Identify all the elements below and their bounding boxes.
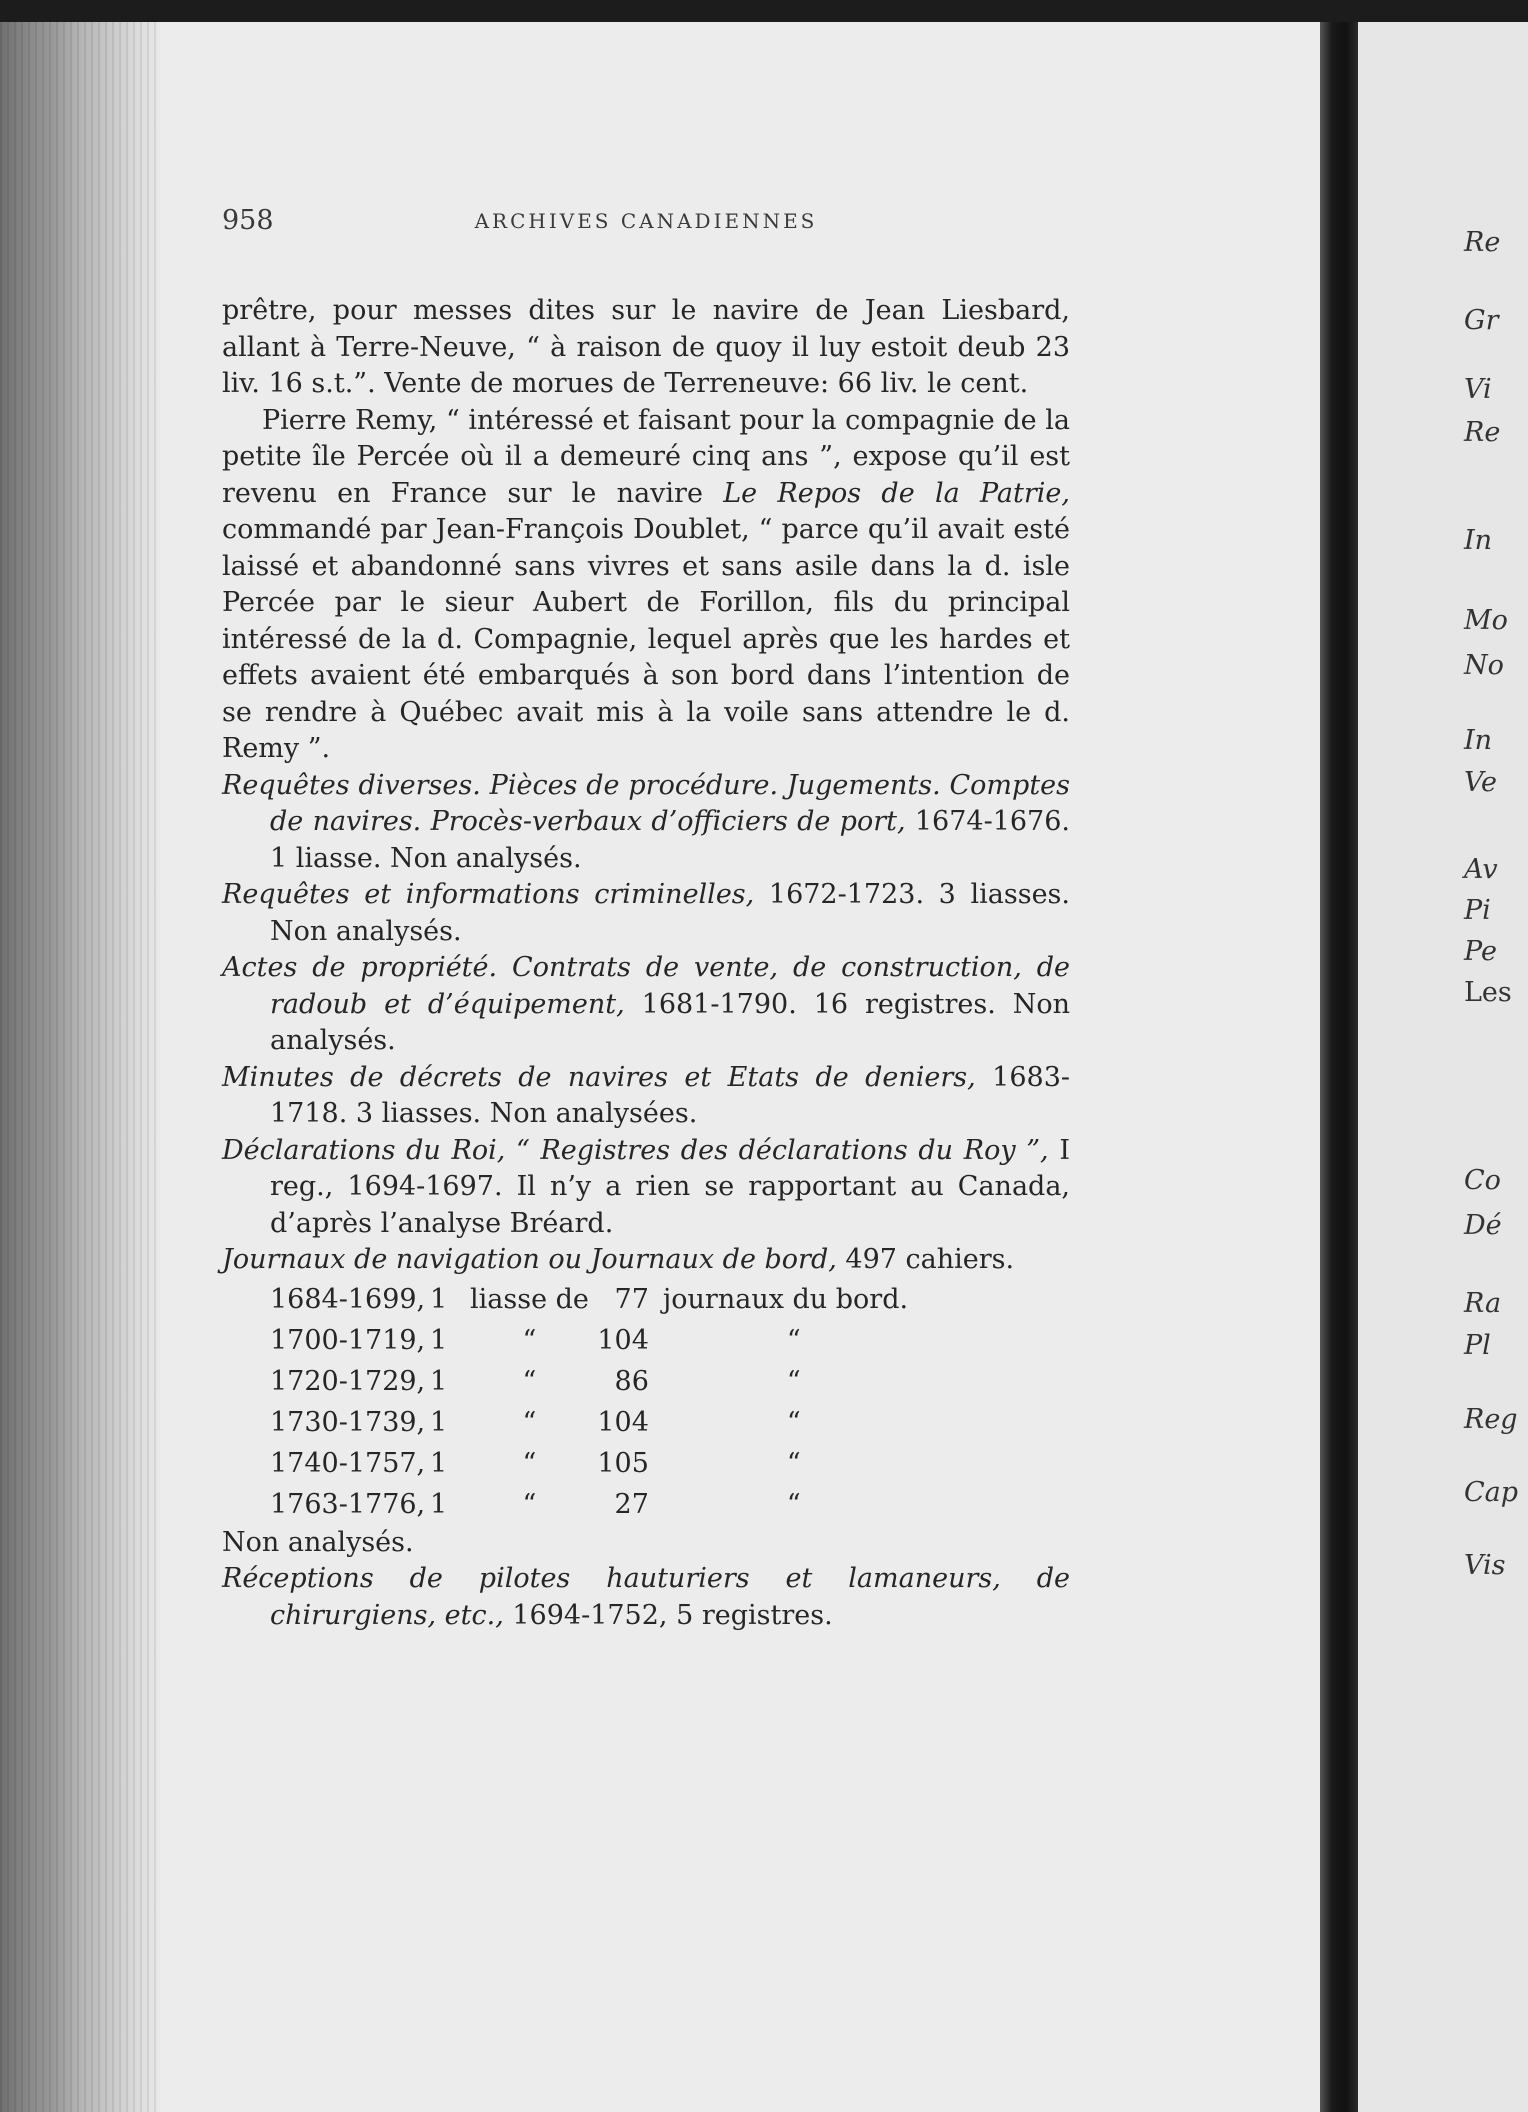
archive-entry-journaux bbox=[222, 1242, 1070, 1279]
book-page-edges bbox=[0, 22, 160, 2112]
entry-title: Actes de propriété. Contrats de vente, de construction, de radoub et d’équipement, bbox=[222, 952, 1070, 1020]
archive-entry bbox=[222, 950, 1070, 1060]
years-cell: 1720-1729, bbox=[270, 1365, 426, 1397]
liasse-cell: 1 bbox=[430, 1324, 448, 1356]
facing-line-fragment: Reg bbox=[1464, 1404, 1518, 1435]
count-cell: 104 bbox=[597, 1406, 649, 1438]
entry-detail: 497 cahiers. bbox=[836, 1244, 1015, 1275]
facing-line-fragment: In bbox=[1464, 725, 1493, 756]
entry-detail: 1694-1752, 5 registres. bbox=[503, 1599, 833, 1631]
entry-detail: 1672-1723. 3 liasses. Non analysés. bbox=[270, 879, 1070, 947]
journaux-note: Non analysés. bbox=[222, 1526, 414, 1558]
entry-detail: I reg., 1694-1697. Il n’y a rien se rapportant au Canada, d’après l’analyse Bréard. bbox=[270, 1134, 1070, 1239]
facing-line-fragment: Cap bbox=[1464, 1477, 1519, 1508]
ditto-mark: “ bbox=[786, 1447, 801, 1479]
archive-entry bbox=[222, 877, 1070, 950]
ditto-cell bbox=[663, 1443, 908, 1484]
table-row bbox=[270, 1402, 908, 1443]
facing-line-fragment: Av bbox=[1464, 854, 1498, 885]
paragraph bbox=[222, 403, 1070, 768]
table-row bbox=[270, 1443, 908, 1484]
entry-title: Requêtes diverses. Pièces de procédure. Jugements. Comptes de navires. Procès-verbaux d’officiers de port, bbox=[222, 769, 1070, 837]
ditto-mark: “ bbox=[786, 1365, 801, 1397]
facing-line-fragment: Ra bbox=[1464, 1288, 1502, 1319]
count-cell: 105 bbox=[597, 1447, 649, 1479]
facing-line-fragment: Gr bbox=[1464, 305, 1499, 336]
count-cell: 27 bbox=[614, 1488, 649, 1520]
ditto-mark: “ bbox=[786, 1324, 801, 1356]
ditto-cell: “ bbox=[522, 1324, 537, 1356]
ditto-mark: “ bbox=[786, 1488, 801, 1520]
running-title: ARCHIVES CANADIENNES bbox=[474, 209, 818, 233]
facing-line-fragment: In bbox=[1464, 525, 1493, 556]
facing-line-fragment: Mo bbox=[1464, 605, 1508, 636]
count-cell: 104 bbox=[597, 1324, 649, 1356]
ditto-cell: “ bbox=[522, 1406, 537, 1438]
entry-title: Requêtes et informations criminelles, bbox=[222, 879, 755, 910]
entry-title: Minutes de décrets de navires et Etats de deniers, bbox=[222, 1061, 976, 1093]
facing-line-fragment: Ve bbox=[1464, 767, 1497, 798]
ditto-cell bbox=[663, 1402, 908, 1443]
liasse-cell: 1 bbox=[430, 1447, 448, 1479]
entry-detail: 1681-1790. 16 registres. Non analysés. bbox=[270, 988, 1071, 1056]
paragraph: prêtre, pour messes dites sur le navire de Jean Liesbard, allant à Terre-Neuve, “ à raison de quoy il luy estoit deub 23 liv. 16 s.t.”. Vente de morues de Terreneuve: 66 liv. le cent. bbox=[222, 295, 1070, 399]
ditto-cell: “ bbox=[522, 1365, 537, 1397]
unit-cell: liasse de bbox=[470, 1283, 589, 1315]
years-cell: 1684-1699, bbox=[270, 1283, 426, 1315]
liasse-cell: 1 bbox=[430, 1283, 448, 1315]
facing-line-fragment: Pi bbox=[1464, 895, 1491, 926]
facing-page bbox=[1358, 22, 1528, 2112]
facing-line-fragment: Re bbox=[1464, 417, 1501, 448]
page-number: 958 bbox=[222, 205, 274, 236]
book-gutter bbox=[1320, 22, 1358, 2112]
entry-detail: 1683-1718. 3 liasses. Non analysées. bbox=[270, 1061, 1071, 1129]
entry-title: Réceptions de pilotes hauturiers et lamaneurs, de chirurgiens, etc., bbox=[222, 1563, 1070, 1631]
table-row bbox=[270, 1484, 908, 1525]
ditto-cell bbox=[663, 1320, 908, 1361]
facing-line-fragment: Re bbox=[1464, 227, 1501, 258]
count-cell: 86 bbox=[614, 1365, 649, 1397]
facing-line-fragment: No bbox=[1464, 650, 1504, 681]
count-cell: 77 bbox=[614, 1283, 649, 1315]
years-cell: 1763-1776, bbox=[270, 1488, 426, 1520]
archive-entry bbox=[222, 1133, 1070, 1243]
liasse-cell: 1 bbox=[430, 1406, 448, 1438]
years-cell: 1740-1757, bbox=[270, 1447, 426, 1479]
liasse-cell: 1 bbox=[430, 1365, 448, 1397]
years-cell: 1700-1719, bbox=[270, 1324, 426, 1356]
ditto-cell: “ bbox=[522, 1488, 537, 1520]
facing-line-fragment: Vi bbox=[1464, 374, 1492, 405]
table-row bbox=[270, 1279, 908, 1320]
ditto-mark: “ bbox=[786, 1406, 801, 1438]
facing-line-fragment: Les bbox=[1464, 977, 1512, 1008]
page-body bbox=[222, 293, 1070, 1634]
running-header bbox=[222, 205, 1070, 245]
ship-name: Le Repos de la Patrie, bbox=[723, 477, 1070, 509]
entry-detail: 1674-1676. 1 liasse. Non analysés. bbox=[270, 806, 1070, 874]
years-cell: 1730-1739, bbox=[270, 1406, 426, 1438]
ditto-cell bbox=[663, 1361, 908, 1402]
facing-line-fragment: Pl bbox=[1464, 1330, 1491, 1361]
ditto-cell bbox=[663, 1484, 908, 1525]
archive-entry bbox=[222, 768, 1070, 878]
liasse-cell: 1 bbox=[430, 1488, 448, 1520]
entry-title: Déclarations du Roi, “ Registres des déclarations du Roy ”, bbox=[222, 1134, 1049, 1166]
facing-line-fragment: Dé bbox=[1464, 1210, 1502, 1241]
facing-line-fragment: Pe bbox=[1464, 936, 1497, 967]
entry-title: Journaux de navigation ou Journaux de bord, bbox=[222, 1244, 837, 1275]
scan-border-top bbox=[0, 0, 1528, 22]
table-row bbox=[270, 1320, 908, 1361]
label-cell: journaux du bord. bbox=[662, 1283, 909, 1315]
paragraph-text: Pierre Remy, “ intéressé et faisant pour la compagnie de la petite île Percée où il a demeuré cinq ans ”, expose qu’il est revenu en France sur le navire bbox=[222, 404, 1070, 509]
facing-line-fragment: Vis bbox=[1464, 1550, 1506, 1581]
table-row bbox=[270, 1361, 908, 1402]
ditto-cell: “ bbox=[522, 1447, 537, 1479]
facing-line-fragment: Co bbox=[1464, 1165, 1501, 1196]
archive-entry bbox=[222, 1060, 1070, 1133]
archive-entry bbox=[222, 1561, 1070, 1634]
journaux-table bbox=[270, 1279, 908, 1525]
paragraph-text: commandé par Jean-François Doublet, “ parce qu’il avait esté laissé et abandonné sans vivres et sans asile dans la d. isle Percée par le sieur Aubert de Forillon, fils du principal intéressé de la d. Compagnie, lequel après que les hardes et effets avaient été embarqués à son bord dans l’intention de se rendre à Québec avait mis à la voile sans attendre le d. Remy ”. bbox=[222, 514, 1070, 764]
